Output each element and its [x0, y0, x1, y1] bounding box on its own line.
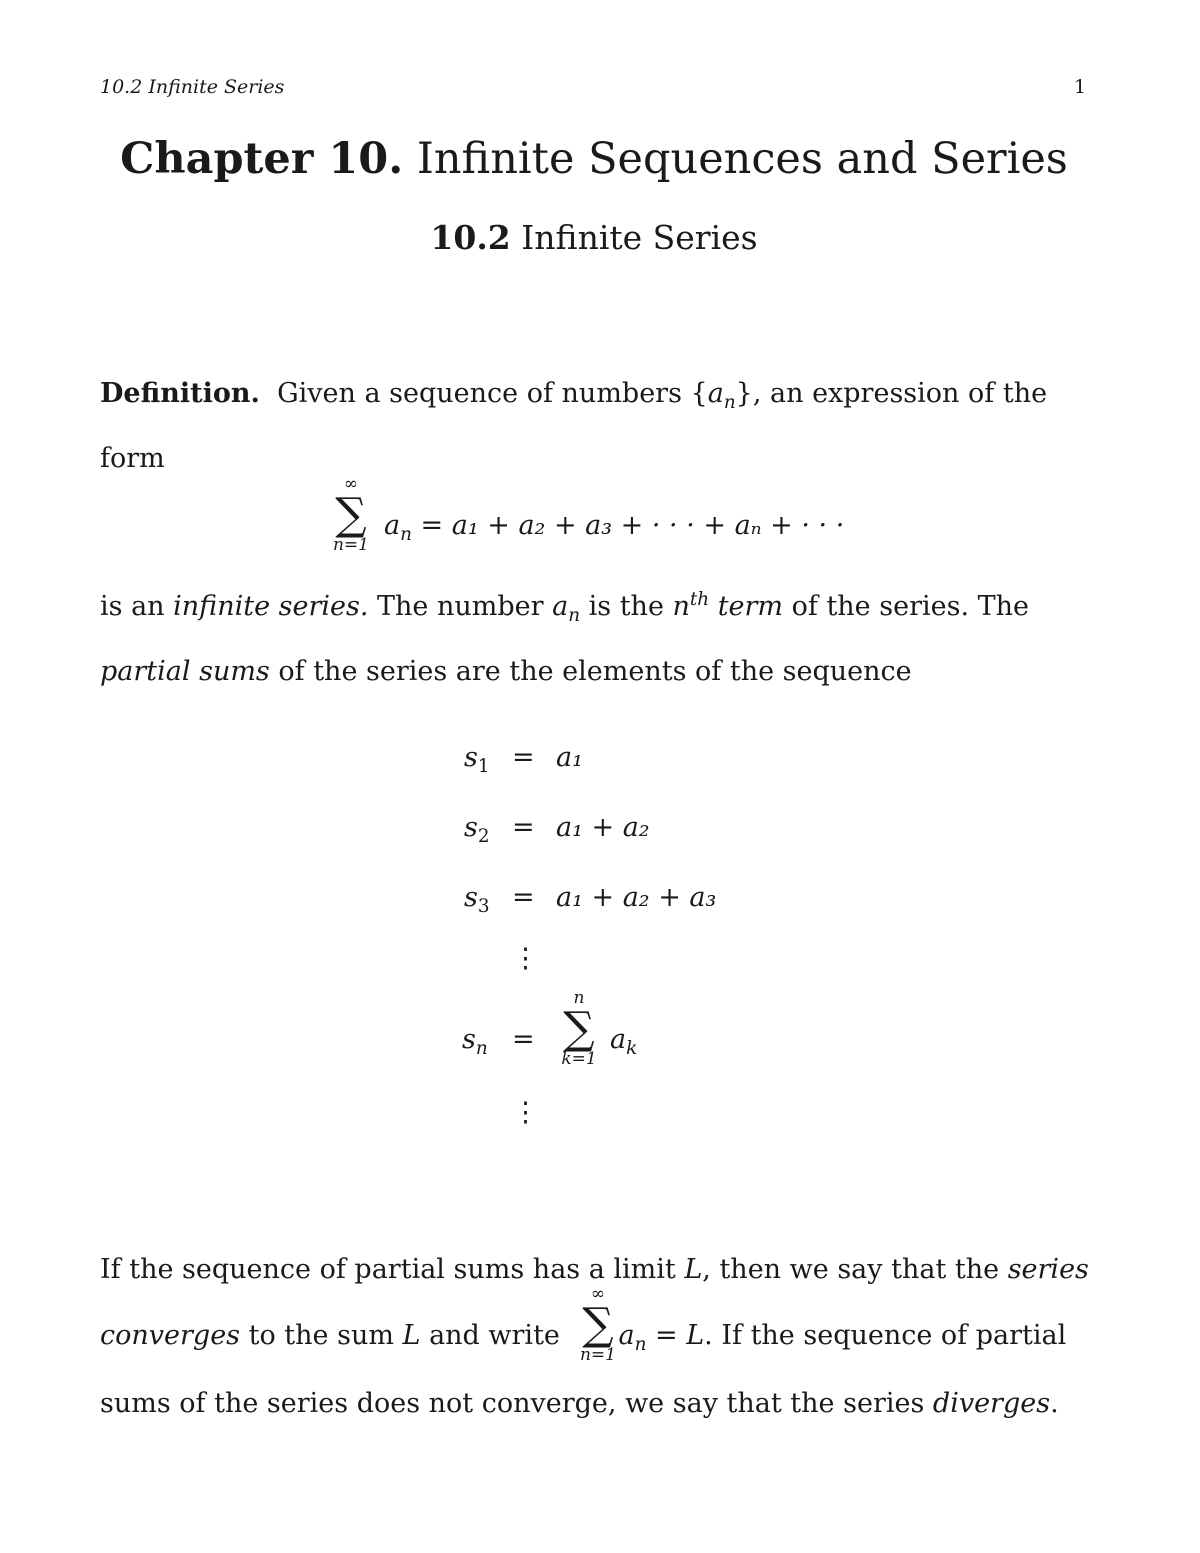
- definition-line-3: [100, 588, 1029, 626]
- term-converges: converges: [100, 1320, 241, 1351]
- series-expression: [384, 510, 845, 545]
- series-sum-upper: ∞: [343, 474, 359, 494]
- conv-L-2: L: [402, 1320, 421, 1351]
- definition-text: Given a sequence of numbers {: [277, 378, 708, 409]
- term-n: n: [672, 591, 690, 622]
- sigma-symbol: ∑: [335, 489, 367, 540]
- term-series: series: [1007, 1254, 1089, 1285]
- page-number: 1: [1074, 76, 1087, 98]
- partial-sum-2-lhs: $s_2$: [464, 812, 490, 847]
- partial-sum-n-term: $a_k$: [610, 1024, 638, 1059]
- term-diverges: diverges: [932, 1388, 1051, 1419]
- conv-L: L: [684, 1254, 703, 1285]
- text-is-the: is the: [580, 591, 673, 622]
- sigma-symbol-3: ∑: [582, 1299, 614, 1350]
- running-head: 10.2 Infinite Series: [100, 76, 285, 98]
- conv-an-sub: n: [634, 1333, 647, 1355]
- series-rhs: = a₁ + a₂ + a₃ + · · · + aₙ + · · ·: [420, 510, 845, 541]
- convergence-line-1: [100, 1254, 1089, 1285]
- definition-line-2: form: [100, 443, 165, 474]
- term-an: a: [552, 591, 569, 622]
- conv-text-2: , then we say that the: [702, 1254, 1008, 1285]
- partial-sum-2-rhs: a₁ + a₂: [556, 812, 650, 843]
- conv-an: a: [618, 1320, 635, 1351]
- definition-line-1: [100, 378, 1048, 413]
- term-term: term: [709, 591, 784, 622]
- sigma-symbol-2: ∑: [563, 1003, 595, 1054]
- definition-var: a: [707, 378, 724, 409]
- partial-sum-n-lhs: $s_n$: [462, 1024, 488, 1059]
- convergence-line-3: [100, 1388, 1059, 1419]
- series-sigma: [328, 476, 374, 554]
- definition-text-end: }, an expression of the: [735, 378, 1048, 409]
- conv-sum-upper: ∞: [590, 1284, 606, 1304]
- partial-sum-1-lhs: $s_1$: [464, 742, 490, 777]
- partial-sum-n-lower: k=1: [561, 1049, 597, 1069]
- term-th: th: [689, 588, 710, 610]
- section-name: Infinite Series: [521, 218, 758, 257]
- series-sum-lower: n=1: [332, 535, 369, 555]
- text-the-number: The number: [368, 591, 553, 622]
- term-an-sub: n: [568, 604, 581, 626]
- definition-line-4: [100, 656, 912, 687]
- conv-text-6: sums of the series does not converge, we say that the series: [100, 1388, 933, 1419]
- partial-sum-2-eq: =: [512, 812, 535, 843]
- section-number: 10.2: [430, 218, 511, 257]
- series-lhs-sub: n: [400, 523, 412, 545]
- chapter-label: Chapter 10.: [120, 134, 404, 184]
- term-infinite-series: infinite series.: [173, 591, 369, 622]
- partial-sum-1-rhs: a₁: [556, 742, 583, 773]
- text-elements: of the series are the elements of the sequence: [269, 656, 912, 687]
- conv-text-7: .: [1050, 1388, 1059, 1419]
- vdots-1: ⋮: [512, 943, 539, 974]
- partial-sum-1-eq: =: [512, 742, 535, 773]
- conv-text-4: and write: [420, 1320, 569, 1351]
- conv-text-5: . If the sequence of partial: [704, 1320, 1067, 1351]
- conv-text-1: If the sequence of partial sums has a limit: [100, 1254, 685, 1285]
- definition-label: Definition.: [100, 378, 260, 409]
- partial-sum-n-sigma: [554, 990, 604, 1068]
- definition-var-sub: n: [723, 391, 736, 413]
- partial-sum-n-eq: =: [512, 1024, 535, 1055]
- chapter-title: [0, 134, 1188, 184]
- text-is-an: is an: [100, 591, 174, 622]
- conv-text-3: to the sum: [240, 1320, 403, 1351]
- convergence-sigma: [574, 1286, 622, 1364]
- term-partial-sums: partial sums: [100, 656, 270, 687]
- section-title: [0, 218, 1188, 257]
- chapter-name: Infinite Sequences and Series: [416, 134, 1068, 184]
- series-lhs: a: [384, 510, 401, 541]
- text-of-series: of the series. The: [783, 591, 1029, 622]
- partial-sum-3-rhs: a₁ + a₂ + a₃: [556, 882, 717, 913]
- partial-sum-3-eq: =: [512, 882, 535, 913]
- conv-L-3: L: [686, 1320, 705, 1351]
- conv-sum-lower: n=1: [579, 1345, 616, 1365]
- partial-sum-3-lhs: $s_3$: [464, 882, 490, 917]
- partial-sum-n-upper: n: [573, 988, 585, 1008]
- conv-eq: =: [646, 1320, 687, 1351]
- vdots-2: ⋮: [512, 1097, 539, 1128]
